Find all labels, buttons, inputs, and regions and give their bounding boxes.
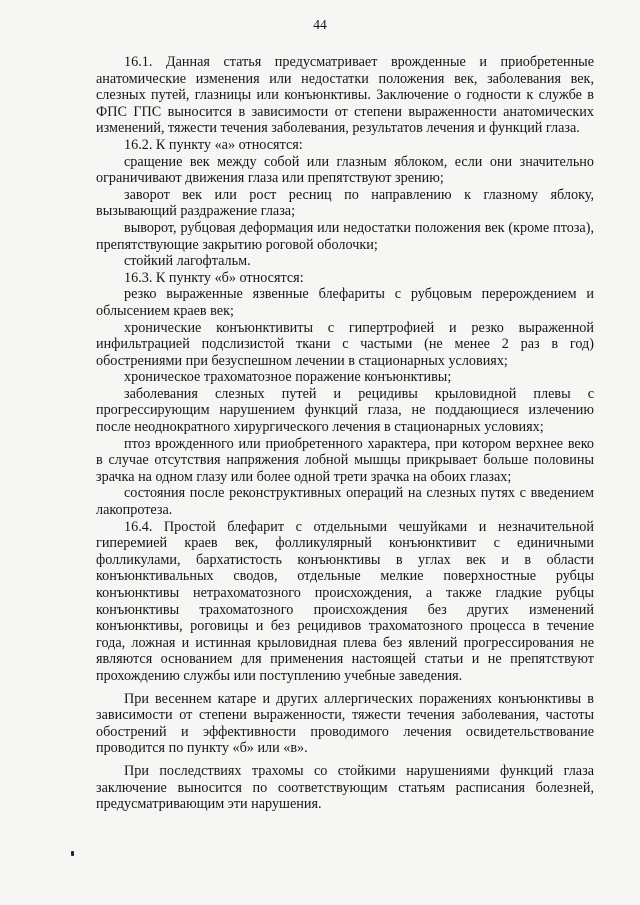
paragraph-trachoma: При последствиях трахомы со стойкими нарушениями функций глаза заключение выносится по соответствующим статьям расписания болезней, предусматривающим эти нарушения. [96,762,594,813]
list-item: стойкий лагофтальм. [124,253,251,270]
list-item: птоз врожденного или приобретенного характера, при котором верхнее веко в случае отсутствия напряжения лобной мышцы прикрывает больше половины зрачка на одном глазу или более одной трети зрачка на обоих глазах; [96,435,594,485]
list-item: заболевания слезных путей и рецидивы крыловидной плевы с прогрессирующим нарушением функций глаза, не поддающиеся излечению после неоднократного хирургического лечения в стационарных условиях; [96,385,594,436]
list-item: хроническое трахоматозное поражение конъюнктивы; [124,369,452,386]
list-item: резко выраженные язвенные блефариты с рубцовым перерождением и облысением краев век; [96,286,594,319]
heading-16-2: 16.2. К пункту «а» относятся: [124,136,303,153]
list-item: хронические конъюнктивиты с гипертрофией и резко выраженной инфильтрацией подслизистой ткани с частыми (не менее 2 раз в год) обострениями при безуспешном лечении в стационарных условиях; [96,319,594,369]
scan-mark [71,851,74,856]
paragraph-16-1: 16.1. Данная статья предусматривает врожденные и приобретенные анатомические изменения или недостатки положения век, заболевания век, слезных путей, глазницы или конъюнктивы. Заключение о годности к службе в ФПС ГПС выносится в зависимости от степени выраженности анатомических изменений, тяжести течения заболевания, результатов лечения и функций глаза. [96,54,594,137]
paragraph-spring-catarrh: При весеннем катаре и других аллергических поражениях конъюнктивы в зависимости от степени выраженности, тяжести течения заболевания, частоты обострений и эффективности проводимого лечения освидетельствование проводится по пункту «б» или «в». [96,690,594,757]
page-number: 44 [313,17,327,32]
list-item: выворот, рубцовая деформация или недостатки положения век (кроме птоза), препятствующие закрытию роговой оболочки; [96,219,594,253]
paragraph-16-4: 16.4. Простой блефарит с отдельными чешуйками и незначительной гиперемией краев век, фолликулярный конъюнктивит с единичными фолликулами, бархатистость конъюнктивы в углах век и в области конъюнктивальных сводов, отдельные мелкие поверхностные рубцы конъюнктивы нетрахоматозного происхождения, а также гладкие рубцы конъюнктивы трахоматозного происхождения без других изменений конъюнктивы, роговицы и без рецидивов трахоматозного процесса в течение года, ложная и истинная крыловидная плева без явлений прогрессирования не являются основанием для применения настоящей статьи и не препятствуют прохождению службы или поступлению учебные заведения. [96,518,594,684]
list-item: состояния после реконструктивных операций на слезных путях с введением лакопротеза. [96,485,594,519]
list-item: сращение век между собой или глазным яблоком, если они значительно ограничивают движения глаза или препятствуют зрению; [96,153,594,187]
document-body [96,54,594,813]
list-item: заворот век или рост ресниц по направлению к глазному яблоку, вызывающий раздражение глаза; [96,186,594,220]
heading-16-3: 16.3. К пункту «б» относятся: [124,269,304,286]
